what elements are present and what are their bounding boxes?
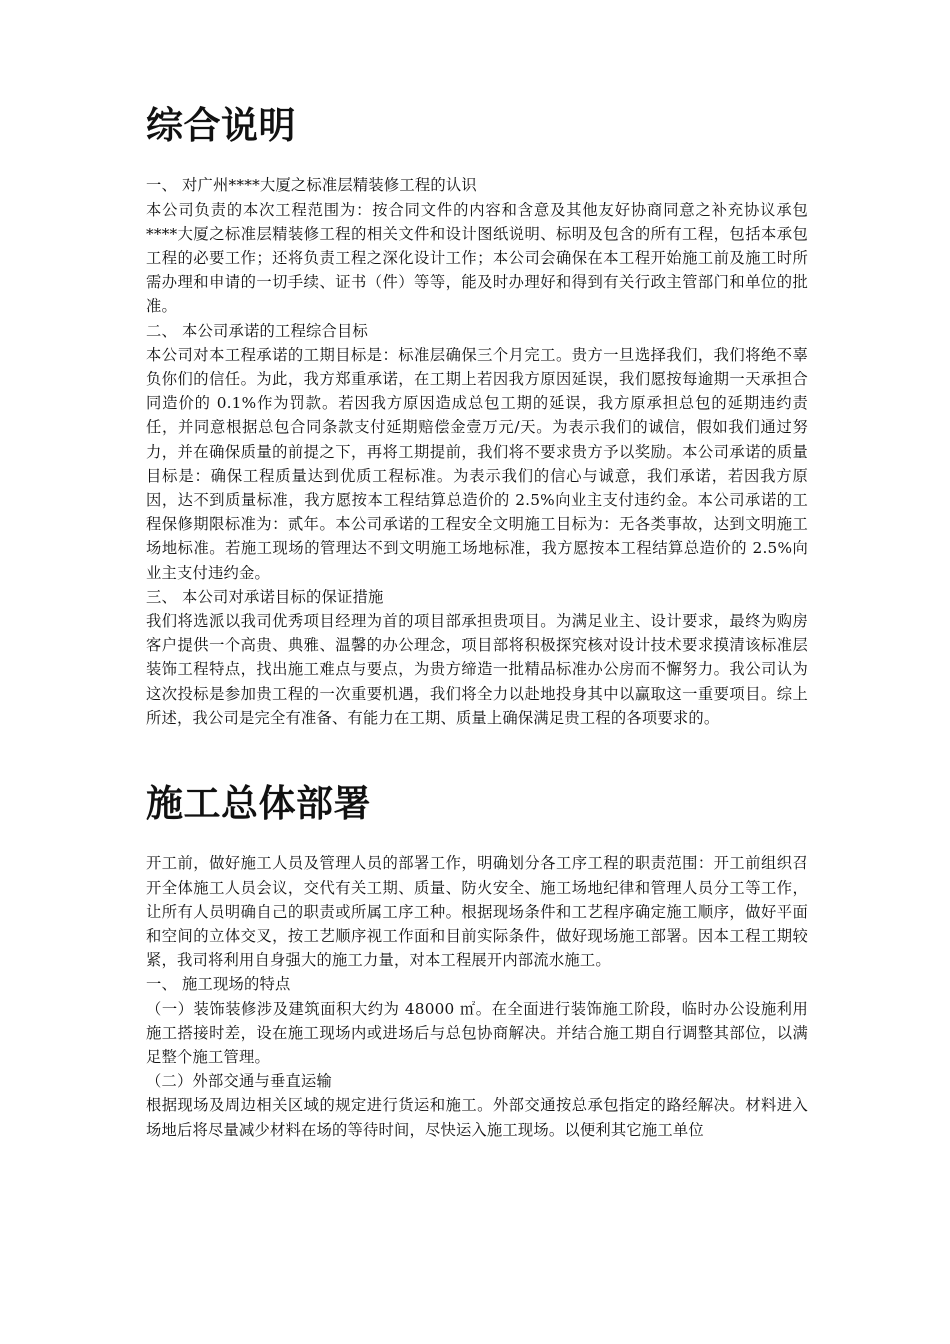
- section-heading-deployment: 施工总体部署: [146, 782, 371, 826]
- section-summary-body: [146, 173, 808, 730]
- paragraph: （一）装饰装修涉及建筑面积大约为 48000 ㎡。在全面进行装饰施工阶段，临时办公设施利用施工搭接时差，设在施工现场内或进场后与总包协商解决。并结合施工期自行调整其部位，以满足整个施工管理。: [146, 999, 808, 1067]
- subheading: 一、 对广州****大厦之标准层精装修工程的认识: [146, 176, 477, 195]
- section-heading-summary: 综合说明: [146, 104, 296, 147]
- paragraph: 开工前，做好施工人员及管理人员的部署工作，明确划分各工序工程的职责范围：开工前组织召开全体施工人员会议，交代有关工期、质量、防火安全、施工场地纪律和管理人员分工等工作，让所有人员明确自己的职责或所属工序工种。根据现场条件和工艺程序确定施工顺序，做好平面和空间的立体交叉，按工艺顺序视工作面和目前实际条件，做好现场施工部署。因本工程工期较紧，我司将利用自身强大的施工力量，对本工程展开内部流水施工。: [146, 854, 808, 970]
- section-deployment-body: [146, 851, 808, 1141]
- subheading: 二、 本公司承诺的工程综合目标: [146, 321, 369, 340]
- subheading: 三、 本公司对承诺目标的保证措施: [146, 587, 384, 606]
- paragraph: 我们将选派以我司优秀项目经理为首的项目部承担贵项目。为满足业主、设计要求，最终为购房客户提供一个高贵、典雅、温馨的办公理念，项目部将积极探究核对设计技术要求摸清该标准层装饰工程特点，找出施工难点与要点，为贵方缔造一批精品标准办公房而不懈努力。我公司认为这次投标是参加贵工程的一次重要机遇，我们将全力以赴地投身其中以赢取这一重要项目。综上所述，我公司是完全有准备、有能力在工期、质量上确保满足贵工程的各项要求的。: [146, 612, 808, 727]
- subheading: 一、 施工现场的特点: [146, 975, 291, 994]
- document-page: [146, 92, 808, 1142]
- paragraph: 本公司负责的本次工程范围为：按合同文件的内容和含意及其他友好协商同意之补充协议承包****大厦之标准层精装修工程的相关文件和设计图纸说明、标明及包含的所有工程，包括本承包工程的必要工作；还将负责工程之深化设计工作；本公司会确保在本工程开始施工前及施工时所需办理和申请的一切手续、证书（件）等等，能及时办理好和得到有关行政主管部门和单位的批准。: [146, 200, 808, 316]
- paragraph: 本公司对本工程承诺的工期目标是：标准层确保三个月完工。贵方一旦选择我们，我们将绝不辜负你们的信任。为此，我方郑重承诺，在工期上若因我方原因延误，我们愿按每逾期一天承担合同造价的 0.1%作为罚款。若因我方原因造成总包工期的延误，我方原承担总包的延期违约责任，并同意根据总包合同条款支付延期赔偿金壹万元/天。为表示我们的诚信，假如我们通过努力，并在确保质量的前提之下，再将工期提前，我们将不要求贵方予以奖励。本公司承诺的质量目标是：确保工程质量达到优质工程标准。为表示我们的信心与诚意，我们承诺，若因我方原因，达不到质量标准，我方愿按本工程结算总造价的 2.5%向业主支付违约金。本公司承诺的工程保修期限标准为：贰年。本公司承诺的工程安全文明施工目标为：无各类事故，达到文明施工场地标准。若施工现场的管理达不到文明施工场地标准，我方愿按本工程结算总造价的 2.5%向业主支付违约金。: [146, 345, 808, 582]
- paragraph: 根据现场及周边相关区域的规定进行货运和施工。外部交通按总承包指定的路经解决。材料进入场地后将尽量减少材料在场的等待时间，尽快运入施工现场。以便利其它施工单位: [146, 1096, 808, 1139]
- subheading: （二）外部交通与垂直运输: [146, 1072, 332, 1091]
